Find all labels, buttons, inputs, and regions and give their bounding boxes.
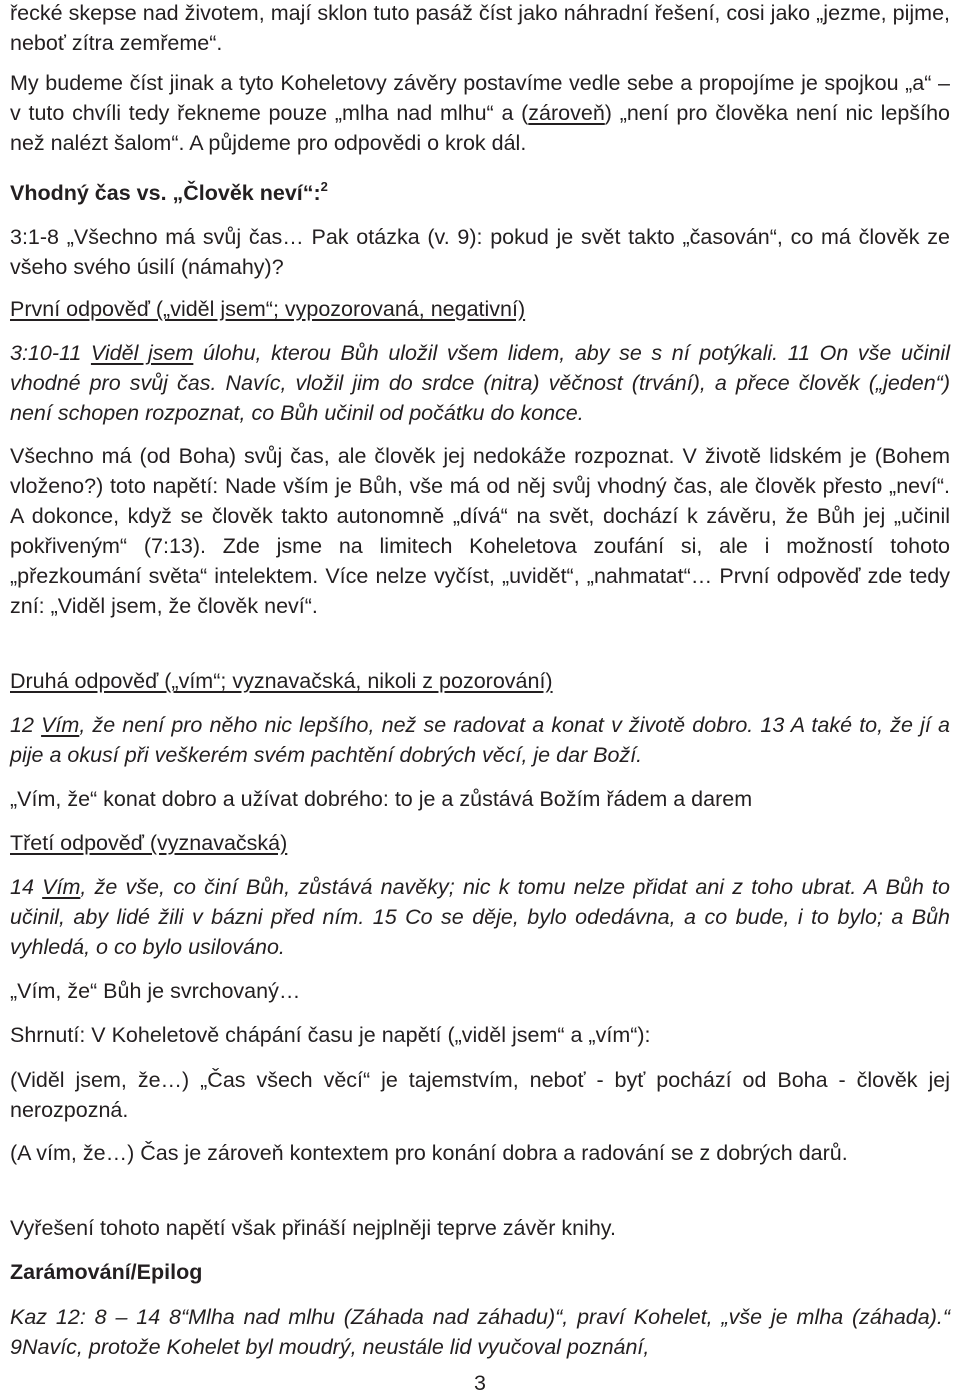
page-number: 3 — [474, 1371, 486, 1395]
paragraph-vim-dobro: „Vím, že“ konat dobro a užívat dobrého: to je a zůstává Božím řádem a darem — [10, 787, 753, 811]
paragraph-reading-a: My budeme číst jinak a tyto Koheletovy závěry postavíme vedle sebe a propojíme je spojkou „a“ – v tuto chvíli tedy řekneme pouze „mlha nad mlhu“ a ( — [10, 71, 950, 125]
section-heading-vhodny-cas — [10, 178, 950, 208]
quote-12-13 — [10, 710, 950, 770]
underlined-vim: Vím — [41, 713, 80, 737]
paragraph-svrchovany: „Vím, že“ Bůh je svrchovaný… — [10, 979, 301, 1003]
second-answer-heading: Druhá odpověď („vím“; vyznavačská, nikoli z pozorování) — [10, 669, 553, 693]
heading-text: Vhodný čas vs. „Člověk neví“: — [10, 181, 321, 205]
footnote-marker: 2 — [320, 179, 328, 194]
paragraph-question: 3:1-8 „Všechno má svůj čas… Pak otázka (v. 9): pokud je svět takto „časován“, co má člověk ze všeho svého úsilí (námahy)? — [10, 225, 950, 279]
paragraph-tension: Všechno má (od Boha) svůj čas, ale člověk jej nedokáže rozpoznat. V životě lidském je (Bohem vloženo?) toto napětí: Nade vším je Bůh, vše má od něj svůj vhodný čas, ale člověk přesto „neví“. A dokonce, když se člověk takto autonomně „dívá“ na svět, dochází k závěru, že Bůh jej „učinil pokřiveným“ (7:13). Zde jsme na limitech Koheletova zoufání si, ale i možností tohoto „přezkoumání světa“ intelektem. Více nelze vyčíst, „uvidět“, „nahmatat“… První odpověď zde tedy zní: „Viděl jsem, že člověk neví“. — [10, 444, 950, 618]
quote-ref: 3:10-11 — [10, 341, 91, 365]
paragraph-reading-c: ) „není pro člověka není nic lepšího než nalézt šalom“. A půjdeme pro odpovědi o krok dál. — [10, 101, 950, 155]
quote-3-10-11 — [10, 338, 950, 428]
paragraph-reading — [10, 68, 950, 158]
quote-kaz-12: Kaz 12: 8 – 14 8“Mlha nad mlhu (Záhada nad záhadu)“, praví Kohelet, „vše je mlha (záhada).“ 9Navíc, protože Kohelet byl moudrý, neustále lid vyučoval poznání, — [10, 1305, 950, 1359]
first-answer-heading: První odpověď („viděl jsem“; vypozorovaná, negativní) — [10, 297, 526, 321]
paragraph-resolution: Vyřešení tohoto napětí však přináší nejplněji teprve závěr knihy. — [10, 1216, 616, 1240]
underlined-videl-jsem: Viděl jsem — [90, 341, 194, 365]
quote-text: , že vše, co činí Bůh, zůstává navěky; nic k tomu nelze přidat ani z toho ubrat. A Bůh to učinil, aby lidé žili v bázni před ním. 15 Co se děje, bylo odedávna, a co bude, i to bylo; a Bůh vyhledá, o co bylo usilováno. — [10, 875, 950, 959]
paragraph-intro: řecké skepse nad životem, mají sklon tuto pasáž číst jako náhradní řešení, cosi jako „jezme, pijme, neboť zítra zemřeme“. — [10, 1, 950, 55]
quote-ref: 14 — [10, 875, 43, 899]
quote-14-15 — [10, 872, 950, 962]
quote-text: , že není pro něho nic lepšího, než se radovat a konat v životě dobro. 13 A také to, že jí a pije a okusí při veškerém svém pachtění dobrých věcí, je dar Boží. — [10, 713, 950, 767]
quote-ref: 12 — [10, 713, 42, 737]
epilog-heading: Zarámování/Epilog — [10, 1260, 203, 1284]
paragraph-summary: Shrnutí: V Koheletově chápání času je napětí („viděl jsem“ a „vím“): — [10, 1023, 651, 1047]
third-answer-heading: Třetí odpověď (vyznavačská) — [10, 831, 288, 855]
underlined-vim-2: Vím — [42, 875, 81, 899]
quote-text: úlohu, kterou Bůh uložil všem lidem, aby se s ní potýkali. 11 On vše učinil vhodné pro svůj čas. Navíc, vložil jim do srdce (nitra) věčnost (trvání), a přece člověk („jeden“) není schopen rozpoznat, co Bůh učinil od počátku do konce. — [10, 341, 950, 425]
paragraph-vim-ze: (A vím, že…) Čas je zároveň kontextem pro konání dobra a radování se z dobrých darů. — [10, 1141, 848, 1165]
underlined-word-zarove: zároveň — [528, 101, 605, 125]
paragraph-videl-jsem: (Viděl jsem, že…) „Čas všech věcí“ je tajemstvím, neboť - byť pochází od Boha - člověk jej nerozpozná. — [10, 1068, 950, 1122]
